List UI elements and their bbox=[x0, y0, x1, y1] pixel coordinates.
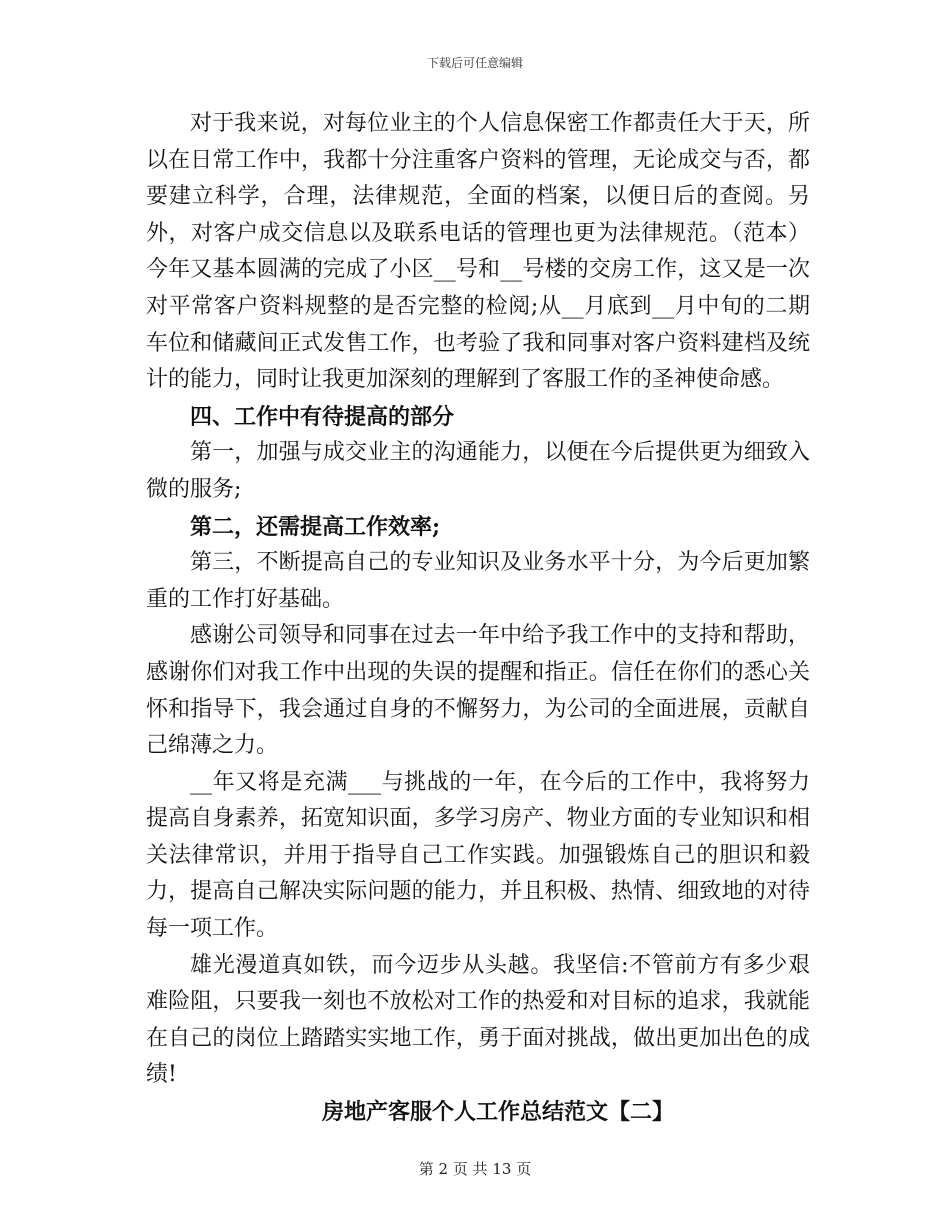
paragraph-third-point: 第三，不断提高自己的专业知识及业务水平十分，为今后更加繁重的工作打好基础。 bbox=[146, 550, 810, 612]
paragraph-next-year: __年又将是充满___与挑战的一年，在今后的工作中，我将努力提高自身素养，拓宽知识面，多学习房产、物业方面的专业知识和相关法律常识，并用于指导自己工作实践。加强锻炼自己的胆识和毅力，提高自己解决实际问题的能力，并且积极、热情、细致地的对待每一项工作。 bbox=[146, 769, 810, 942]
paragraph-thanks: 感谢公司领导和同事在过去一年中给予我工作中的支持和帮助，感谢你们对我工作中出现的失误的提醒和指正。信任在你们的悉心关怀和指导下，我会通过自身的不懈努力，为公司的全面进展，贡献自己绵薄之力。 bbox=[146, 623, 810, 759]
document-body bbox=[146, 106, 810, 1131]
page-number: 第 2 页 共 13 页 bbox=[418, 1160, 532, 1178]
heading-second-point: 第二，还需提高工作效率; bbox=[190, 513, 441, 540]
paragraph-first-point: 第一，加强与成交业主的沟通能力，以便在今后提供更为细致入微的服务; bbox=[146, 440, 810, 502]
page-header: 下载后可任意编辑 bbox=[426, 56, 523, 70]
paragraph-closing: 雄光漫道真如铁，而今迈步从头越。我坚信:不管前方有多少艰难险阻，只要我一刻也不放松对工作的热爱和对目标的追求，我就能在自己的岗位上踏踏实实地工作，勇于面对挑战，做出更加出色的成绩! bbox=[146, 952, 810, 1088]
paragraph-customer-records: 对于我来说，对每位业主的个人信息保密工作都责任大于天，所以在日常工作中，我都十分注重客户资料的管理，无论成交与否，都要建立科学，合理，法律规范，全面的档案，以便日后的查阅。另外，对客户成交信息以及联系电话的管理也更为法律规范。（范本）今年又基本圆满的完成了小区__号和__号楼的交房工作，这又是一次对平常客户资料规整的是否完整的检阅;从__月底到__月中旬的二期车位和储藏间正式发售工作，也考验了我和同事对客户资料建档及统计的能力，同时让我更加深刻的理解到了客服工作的圣神使命感。 bbox=[146, 111, 810, 393]
heading-improvement-areas: 四、工作中有待提高的部分 bbox=[190, 403, 455, 430]
section-title-part-two: 房地产客服个人工作总结范文【二】 bbox=[321, 1099, 674, 1126]
